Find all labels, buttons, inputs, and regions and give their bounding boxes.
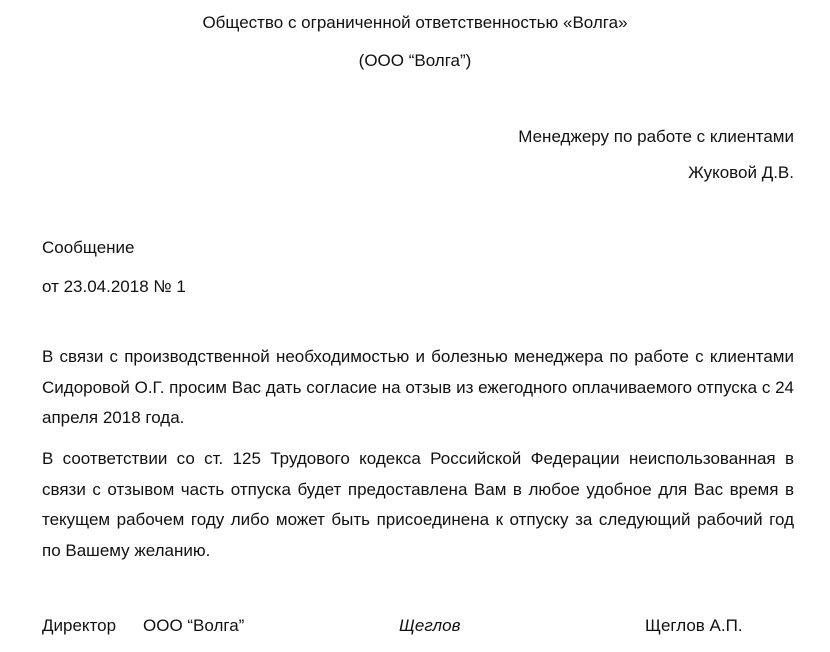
body-paragraph-2: В соответствии со ст. 125 Трудового кодекса Российской Федерации неиспользованная в связи с отзывом часть отпуска будет предоставлена Вам в любое удобное для Вас время в текущем рабочем году либо может быть присоединена к отпуску за следующий рабочий год по Вашему желанию. (42, 449, 794, 560)
document-date-number: от 23.04.2018 № 1 (42, 277, 186, 296)
handwritten-signature: Щеглов (399, 616, 461, 635)
document-type: Сообщение (42, 238, 135, 257)
organization-full-name: Общество с ограниченной ответственностью «Волга» (202, 13, 628, 32)
addressee-position: Менеджеру по работе с клиентами (518, 127, 794, 146)
addressee-name: Жуковой Д.В. (688, 163, 794, 182)
signatory-title: Директор (42, 616, 117, 635)
organization-short-name: (ООО “Волга”) (358, 51, 472, 70)
signatory-organization: ООО “Волга” (143, 616, 245, 635)
signatory-full-name: Щеглов А.П. (645, 616, 743, 635)
signature-block (0, 616, 830, 642)
body-paragraph-1: В связи с производственной необходимостью и болезнью менеджера по работе с клиентами Сидоровой О.Г. просим Вас дать согласие на отзыв из ежегодного оплачиваемого отпуска с 24 апреля 2018 года. (42, 347, 794, 427)
